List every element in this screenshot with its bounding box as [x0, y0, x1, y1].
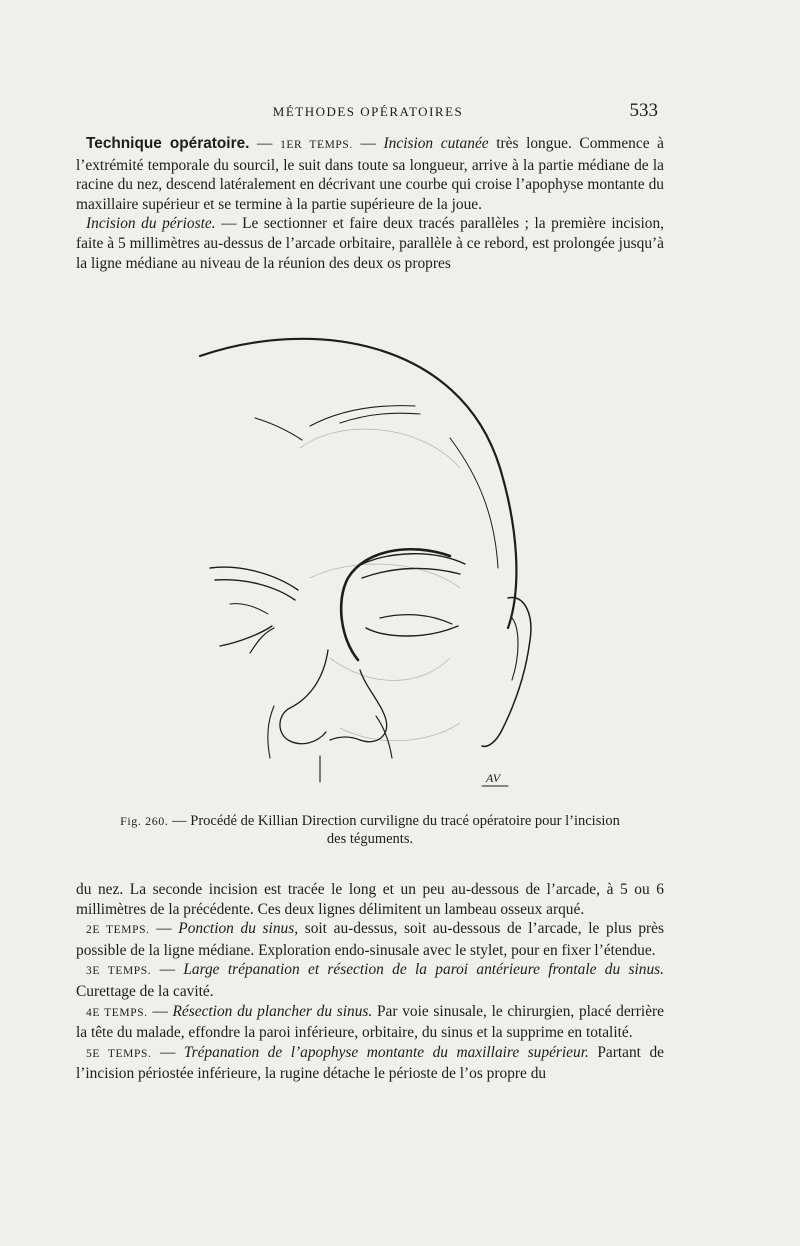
- figure-face-illustration: [190, 328, 550, 798]
- head-outline: [200, 339, 516, 628]
- text-block-bottom: [76, 880, 664, 1084]
- paragraph-temps-4: [76, 1002, 664, 1043]
- paragraph-periosteum: [76, 214, 664, 273]
- italic-term: Large trépanation et résection de la paroi antérieure frontale du sinus.: [183, 961, 664, 979]
- paragraph-temps-2: [76, 919, 664, 960]
- dash: —: [352, 135, 384, 152]
- paragraph-text: — Le sectionner et faire deux tracés parallèles ; la première incision, faite à 5 millimètres au-dessus de l’arcade orbitaire, parallèle à ce rebord, est prolongée jusqu’à la ligne médiane au niveau de la réunion des deux os propres: [76, 215, 664, 272]
- paragraph-text: Curettage de la cavité.: [76, 982, 214, 1000]
- italic-term: Résection du plancher du sinus.: [172, 1002, 373, 1020]
- artist-monogram: [482, 771, 508, 786]
- temps-label: 1ER TEMPS.: [280, 139, 353, 151]
- right-eyebrow: [210, 567, 298, 590]
- caption-text: — Procédé de Killian Direction curviligne du tracé opératoire pour l’incision des téguments.: [168, 813, 620, 847]
- right-eye-socket: [230, 604, 268, 614]
- forehead-wrinkle: [310, 406, 415, 426]
- left-eyelid: [366, 626, 458, 636]
- temps-label: 4E TEMPS.: [86, 1006, 148, 1019]
- temps-label: 5E TEMPS.: [86, 1047, 152, 1060]
- ear-inner: [512, 618, 518, 680]
- paragraph-technique: [76, 134, 664, 214]
- right-eyelid: [220, 626, 272, 646]
- monogram-text: AV: [486, 771, 501, 785]
- paragraph-text: soit au-dessus, soit au-dessous de l’arcade, le plus près possible de la ligne médiane. Exploration endo-sinusale avec le stylet, pour en fixer l’étendue.: [76, 920, 664, 959]
- italic-term: Incision du périoste.: [86, 215, 216, 233]
- temple-line: [450, 438, 498, 568]
- dash: —: [151, 961, 184, 979]
- page-number: 533: [629, 100, 658, 121]
- paragraph-text: Par voie sinusale, le chirurgien, placé derrière la tête du malade, effondre la paroi inférieure, orbitaire, du sinus et la supprime en totalité.: [76, 1002, 664, 1042]
- right-eyebrow-lower: [215, 580, 295, 600]
- dash: —: [149, 920, 179, 938]
- paragraph-text: du nez. La seconde incision est tracée le long et un peu au-dessous de l’arcade, à 5 ou 6 millimètres de la précédente. Ces deux lignes délimitent un lambeau osseux arqué.: [76, 881, 664, 918]
- temps-label: 3E TEMPS.: [86, 965, 152, 978]
- dash: —: [147, 1002, 173, 1020]
- dash: —: [151, 1043, 184, 1061]
- italic-term: Ponction du sinus,: [178, 920, 299, 938]
- forehead-wrinkle: [255, 418, 302, 440]
- nose-right-side: [280, 650, 328, 744]
- running-title: MÉTHODES OPÉRATOIRES: [272, 104, 464, 119]
- dash: —: [249, 135, 281, 152]
- forehead-wrinkle: [340, 413, 420, 423]
- cheek-line-left: [376, 716, 392, 758]
- paragraph-text: très longue. Commence à l’extrémité temporale du sourcil, le suit dans toute sa longueur, arrive à la partie médiane de la racine du nez, descend latéralement en décrivant une courbe qui croise l’apophyse montante du maxillaire supérieur et se termine à la partie supérieure de la joue.: [76, 135, 664, 213]
- paragraph-temps-3: [76, 960, 664, 1001]
- paragraph-text: Partant de l’incision périostée inférieure, la rugine détache le périoste de l’os propre du: [76, 1043, 664, 1083]
- cheek-line-right: [268, 706, 274, 758]
- nose-left-side: [330, 670, 387, 742]
- temps-label: 2E TEMPS.: [86, 924, 150, 937]
- figure-label: Fig. 260.: [120, 814, 169, 828]
- left-eyebrow-lower: [362, 568, 460, 578]
- figure-caption: [120, 812, 620, 848]
- text-block-top: [76, 134, 664, 273]
- ear-outline: [482, 597, 531, 746]
- left-eyelid-fold: [380, 615, 452, 624]
- show-through-lines: [300, 429, 460, 741]
- lead-heading: Technique opératoire.: [86, 135, 250, 152]
- italic-term: Trépanation de l’apophyse montante du maxillaire supérieur.: [183, 1043, 589, 1061]
- face-drawing: [190, 328, 550, 798]
- paragraph-second-incision: [76, 880, 664, 919]
- paragraph-temps-5: [76, 1043, 664, 1084]
- italic-term: Incision cutanée: [383, 135, 489, 152]
- incision-line: [341, 549, 450, 660]
